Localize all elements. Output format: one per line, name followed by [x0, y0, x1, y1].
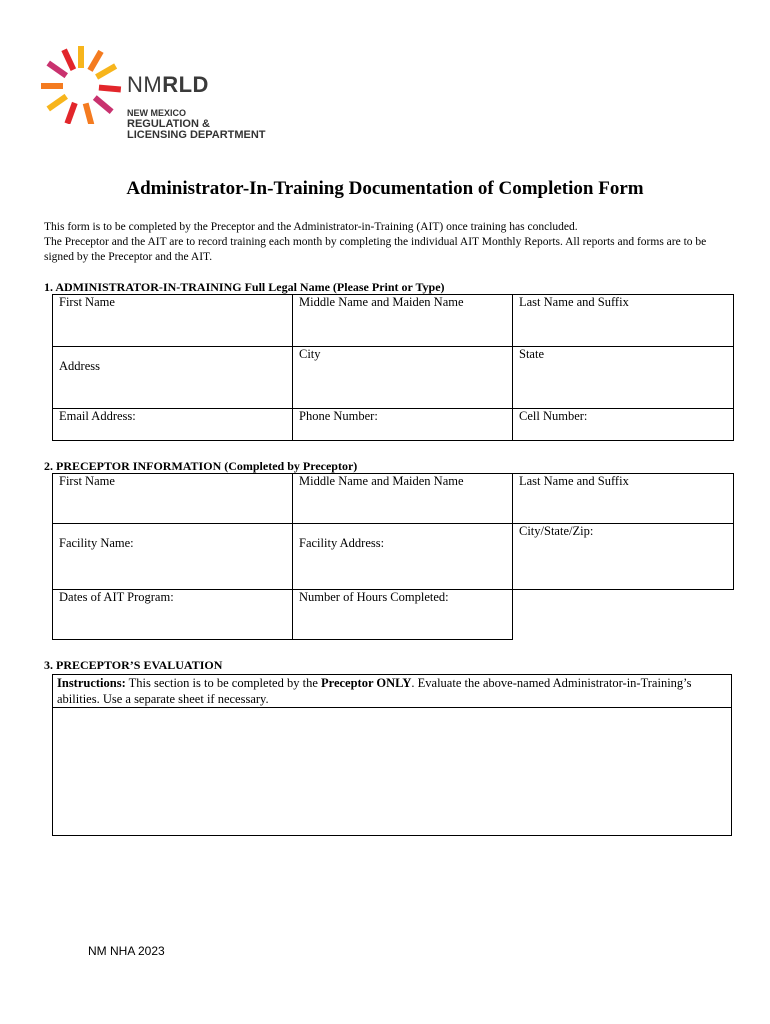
preceptor-info-table — [52, 473, 734, 640]
ait-phone-field[interactable]: Phone Number: — [293, 409, 513, 441]
empty-cell — [513, 590, 734, 640]
city-state-zip-field[interactable]: City/State/Zip: — [513, 524, 734, 590]
ait-program-dates-field[interactable]: Dates of AIT Program: — [53, 590, 293, 640]
brand-line-2: REGULATION & — [127, 118, 210, 130]
preceptor-first-name-field[interactable]: First Name — [53, 474, 293, 524]
brand-department — [127, 108, 266, 141]
ait-address-field[interactable]: Address — [53, 347, 293, 409]
ait-name-table — [52, 294, 734, 441]
form-title: Administrator-In-Training Documentation of Completion Form — [126, 178, 644, 199]
ait-city-field[interactable]: City — [293, 347, 513, 409]
brand-line-3: LICENSING DEPARTMENT — [127, 129, 266, 141]
ait-middle-name-field[interactable]: Middle Name and Maiden Name — [293, 295, 513, 347]
section2-heading: 2. PRECEPTOR INFORMATION (Completed by Preceptor) — [44, 459, 358, 473]
section3-heading: 3. PRECEPTOR’S EVALUATION — [44, 658, 223, 672]
evaluation-box — [52, 674, 732, 836]
ait-state-field[interactable]: State — [513, 347, 734, 409]
preceptor-last-name-field[interactable]: Last Name and Suffix — [513, 474, 734, 524]
facility-name-field[interactable]: Facility Name: — [53, 524, 293, 590]
form-intro — [44, 220, 734, 265]
footer-code: NM NHA 2023 — [88, 944, 165, 958]
intro-line-2: The Preceptor and the AIT are to record training each month by completing the individual AIT Monthly Reports. All reports and forms are to be signed by the Preceptor and the AIT. — [44, 236, 707, 263]
section1-heading: 1. ADMINISTRATOR-IN-TRAINING Full Legal Name (Please Print or Type) — [44, 280, 445, 294]
ait-first-name-field[interactable]: First Name — [53, 295, 293, 347]
hours-completed-field[interactable]: Number of Hours Completed: — [293, 590, 513, 640]
facility-address-field[interactable]: Facility Address: — [293, 524, 513, 590]
evaluation-instructions: Instructions: This section is to be completed by the Preceptor ONLY. Evaluate the above-named Administrator-in-Training’s abilities. Use a separate sheet if necessary. — [53, 675, 731, 708]
ait-last-name-field[interactable]: Last Name and Suffix — [513, 295, 734, 347]
brand-line-1: NEW MEXICO — [127, 108, 187, 118]
preceptor-middle-name-field[interactable]: Middle Name and Maiden Name — [293, 474, 513, 524]
intro-line-1: This form is to be completed by the Preceptor and the Administrator-in-Training (AIT) once training has concluded. — [44, 221, 578, 233]
nmrld-starburst-logo-icon — [36, 44, 126, 124]
ait-cell-field[interactable]: Cell Number: — [513, 409, 734, 441]
ait-email-field[interactable]: Email Address: — [53, 409, 293, 441]
evaluation-textarea[interactable] — [53, 708, 731, 835]
brand-name: NMRLD — [127, 72, 209, 97]
